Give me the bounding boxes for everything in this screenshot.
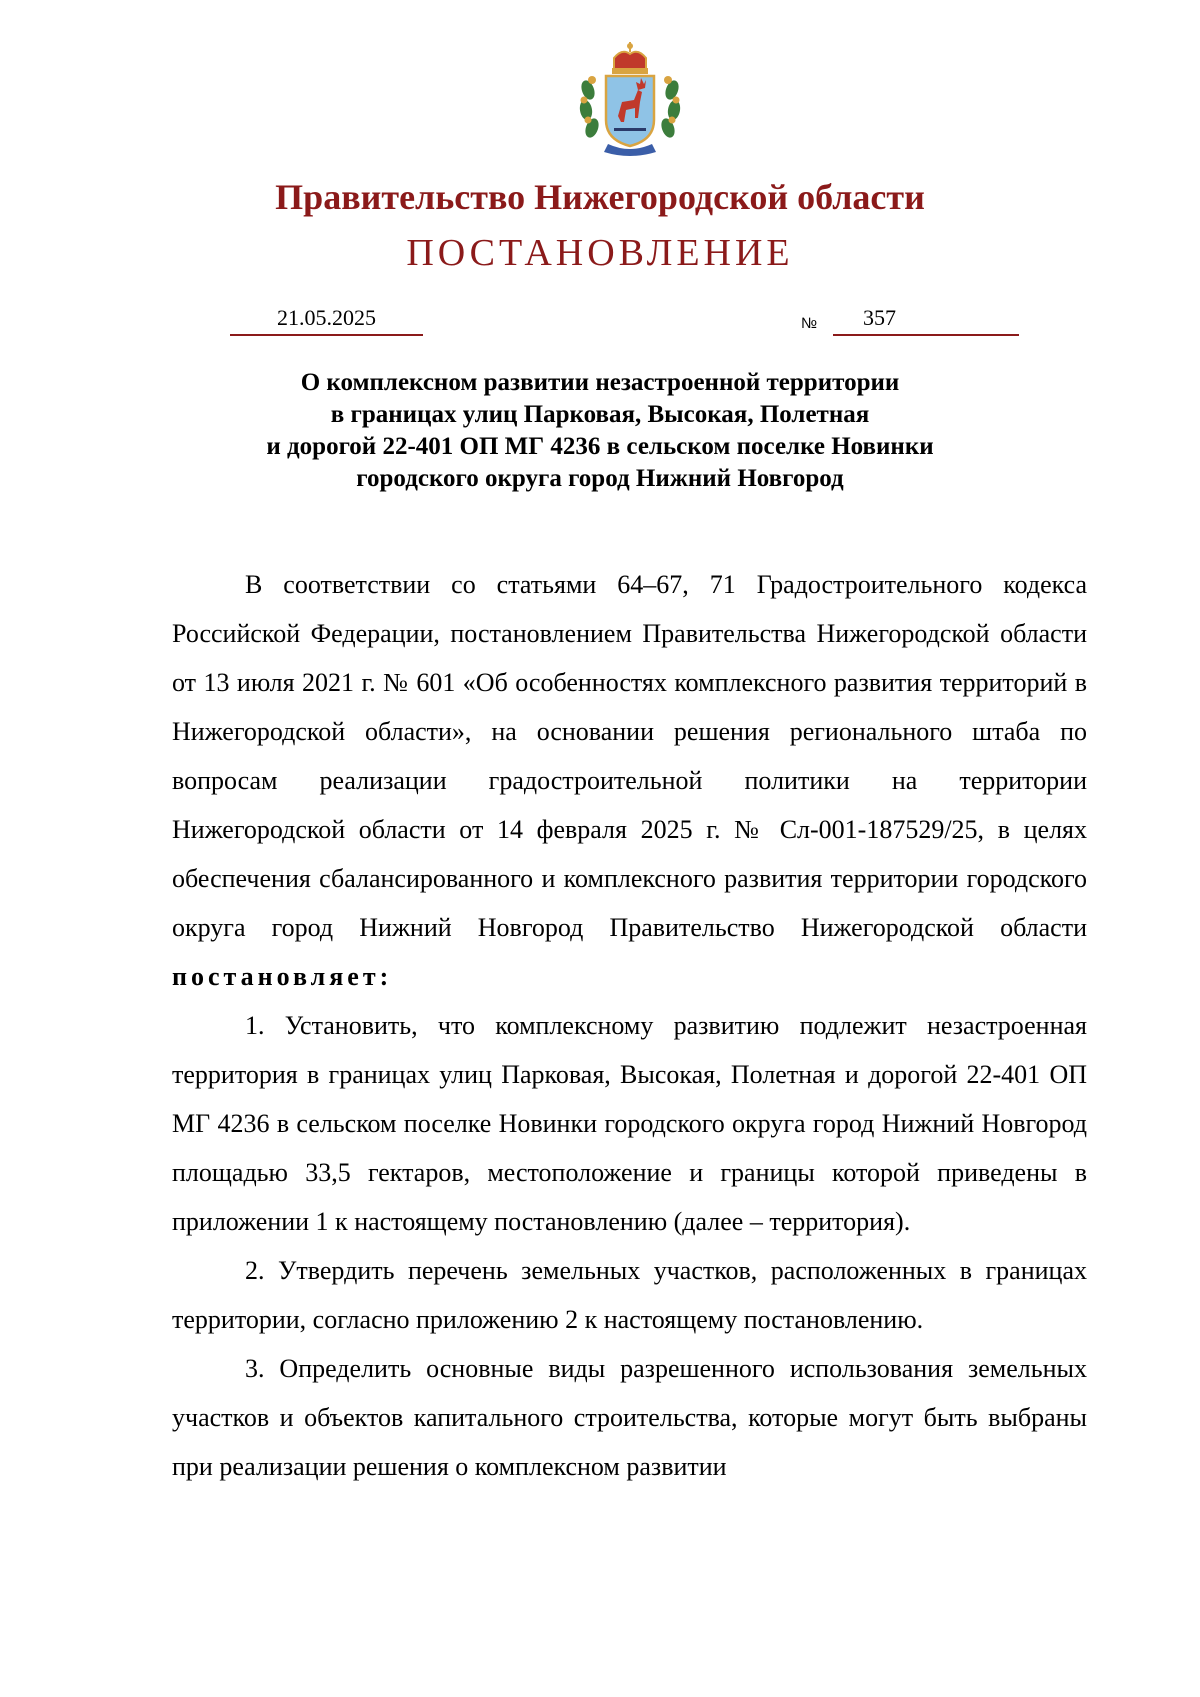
document-date: 21.05.2025: [230, 304, 423, 336]
coat-of-arms-icon: [578, 40, 682, 156]
document-number: 357: [863, 305, 896, 330]
subject-line: и дорогой 22-401 ОП МГ 4236 в сельском поселке Новинки: [266, 433, 934, 460]
preamble-text: В соответствии со статьями 64–67, 71 Градостроительного кодекса Российской Федерации, постановлением Правительства Нижегородской области от 13 июля 2021 г. № 601 «Об особенностях комплексного развития территорий в Нижегородской области», на основании решения регионального штаба по вопросам реализации градостроительной политики на территории Нижегородской области от 14 февраля 2025 г. № Сл-001-187529/25, в целях обеспечения сбалансированного и комплексного развития территории городского округа город Нижний Новгород Правительство Нижегородской области: [172, 570, 1087, 942]
subject-line: городского округа город Нижний Новгород: [356, 465, 844, 492]
document-number-field: [833, 304, 1019, 336]
item-paragraph: 2. Утвердить перечень земельных участков, расположенных в границах территории, согласно приложению 2 к настоящему постановлению.: [172, 1256, 1087, 1334]
organization-title: Правительство Нижегородской области: [275, 177, 925, 217]
document-body: [172, 560, 1087, 1491]
number-sign: №: [801, 315, 818, 332]
document-subject: [160, 367, 1040, 495]
preamble-verb: постановляет:: [172, 962, 393, 991]
subject-line: О комплексном развитии незастроенной территории: [300, 369, 900, 396]
preamble-paragraph: [172, 560, 1087, 1001]
subject-line: в границах улиц Парковая, Высокая, Полетная: [330, 401, 870, 428]
item-paragraph: 1. Установить, что комплексному развитию подлежит незастроенная территория в границах улиц Парковая, Высокая, Полетная и дорогой 22-401 ОП МГ 4236 в сельском поселке Новинки городского округа город Нижний Новгород площадью 33,5 гектаров, местоположение и границы которой приведены в приложении 1 к настоящему постановлению (далее – территория).: [172, 1011, 1087, 1236]
document-type: ПОСТАНОВЛЕНИЕ: [406, 232, 794, 274]
item-paragraph: 3. Определить основные виды разрешенного использования земельных участков и объектов капитального строительства, которые могут быть выбраны при реализации решения о комплексном развитии: [172, 1354, 1087, 1481]
